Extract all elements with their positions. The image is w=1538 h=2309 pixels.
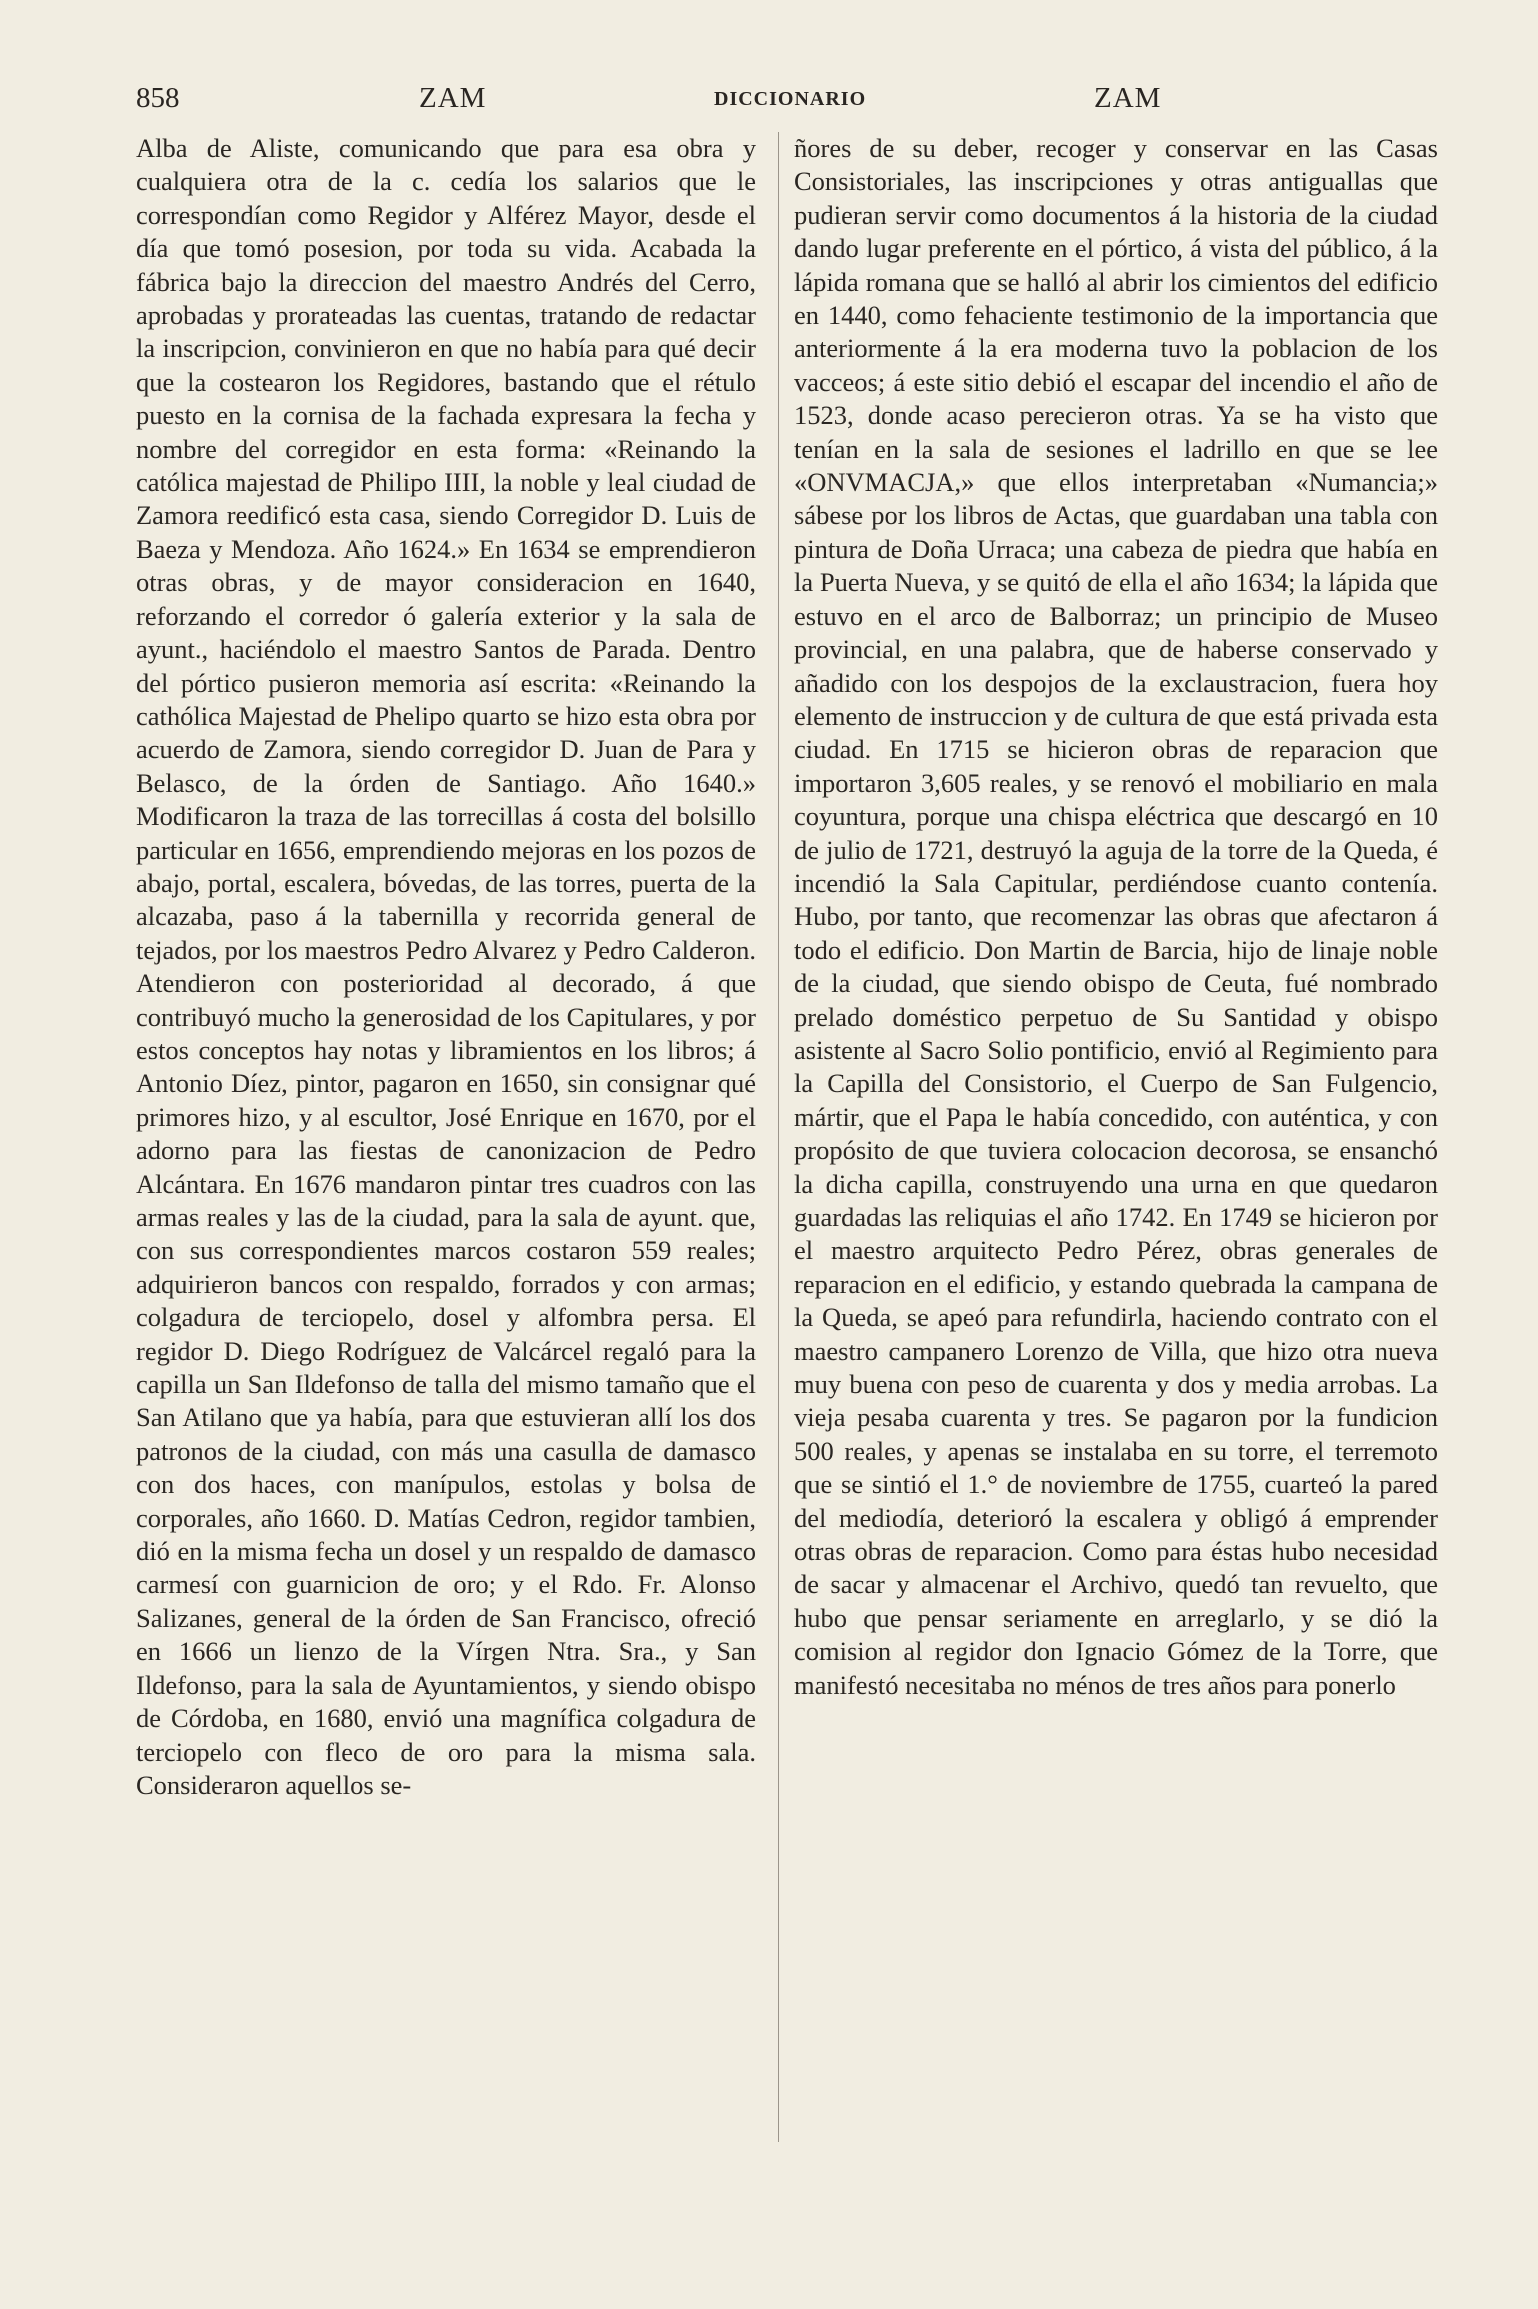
page-number: 858 <box>136 82 180 114</box>
running-header <box>136 82 1168 122</box>
running-title: DICCIONARIO <box>714 88 867 110</box>
right-column-text: ñores de su deber, recoger y conservar en las Casas Consistoriales, las inscripciones y otras antiguallas que pudieran servir como documentos á la historia de la ciudad dando lugar preferente en el pórtico, á vista del público, á la lápida romana que se halló al abrir los cimientos del edificio en 1440, como fehaciente testimonio de la importancia que anteriormente á la era moderna tuvo la poblacion de los vacceos; á este sitio debió el escapar del incendio el año de 1523, donde acaso perecieron otras. Ya se ha visto que tenían en la sala de sesiones el ladrillo en que se lee «ONVMACJA,» que ellos interpretaban «Numancia;» sábese por los libros de Actas, que guardaban una tabla con pintura de Doña Urraca; una cabeza de piedra que había en la Puerta Nueva, y se quitó de ella el año 1634; la lápida que estuvo en el arco de Balborraz; un principio de Museo provincial, en una palabra, que de haberse conservado y añadido con los despojos de la exclaustracion, fuera hoy elemento de instruccion y de cultura de que está privada esta ciudad. En 1715 se hicieron obras de reparacion que importaron 3,605 reales, y se renovó el mobiliario en mala coyuntura, porque una chispa eléctrica que descargó en 10 de julio de 1721, destruyó la aguja de la torre de la Queda, é incendió la Sala Capitular, perdiéndose cuanto contenía. Hubo, por tanto, que recomenzar las obras que afectaron á todo el edificio. Don Martin de Barcia, hijo de linaje noble de la ciudad, que siendo obispo de Ceuta, fué nombrado prelado doméstico perpetuo de Su Santidad y obispo asistente al Sacro Solio pontificio, envió al Regimiento para la Capilla del Consistorio, el Cuerpo de San Fulgencio, mártir, que el Papa le había concedido, con auténtica, y con propósito de que tuviera colocacion decorosa, se ensanchó la dicha capilla, construyendo una urna en que quedaron guardadas las reliquias el año 1742. En 1749 se hicieron por el maestro arquitecto Pedro Pérez, obras generales de reparacion en el edificio, y estando quebrada la campana de la Queda, se apeó para refundirla, haciendo contrato con el maestro campanero Lorenzo de Villa, que hizo otra nueva muy buena con peso de cuarenta y dos y media arrobas. La vieja pesaba cuarenta y tres. Se pagaron por la fundicion 500 reales, y apenas se instalaba en su torre, el terremoto que se sintió el 1.° de noviembre de 1755, cuarteó la pared del mediodía, deterioró la escalera y obligó á emprender otras obras de reparacion. Como para éstas hubo necesidad de sacar y almacenar el Archivo, quedó tan revuelto, que hubo que pensar seriamente en arreglarlo, y se dió la comision al regidor don Ignacio Gómez de la Torre, que manifestó necesitaba no ménos de tres años para ponerlo <box>794 133 1438 1700</box>
right-column <box>794 132 1438 1702</box>
right-headword: ZAM <box>1094 82 1162 114</box>
column-divider <box>778 132 779 2142</box>
left-column <box>136 132 756 1802</box>
left-column-text: Alba de Aliste, comunicando que para esa obra y cualquiera otra de la c. cedía los salarios que le correspondían como Regidor y Alférez Mayor, desde el día que tomó posesion, por toda su vida. Acabada la fábrica bajo la direccion del maestro Andrés del Cerro, aprobadas y prorateadas las cuentas, tratando de redactar la inscripcion, convinieron en que no había para qué decir que la costearon los Regidores, bastando que el rétulo puesto en la cornisa de la fachada expresara la fecha y nombre del corregidor en esta forma: «Reinando la católica majestad de Philipo IIII, la noble y leal ciudad de Zamora reedificó esta casa, siendo Corregidor D. Luis de Baeza y Mendoza. Año 1624.» En 1634 se emprendieron otras obras, y de mayor consideracion en 1640, reforzando el corredor ó galería exterior y la sala de ayunt., haciéndolo el maestro Santos de Parada. Dentro del pórtico pusieron memoria así escrita: «Reinando la cathólica Majestad de Phelipo quarto se hizo esta obra por acuerdo de Zamora, siendo corregidor D. Juan de Para y Belasco, de la órden de Santiago. Año 1640.» Modificaron la traza de las torrecillas á costa del bolsillo particular en 1656, emprendiendo mejoras en los pozos de abajo, portal, escalera, bóvedas, de las torres, puerta de la alcazaba, paso á la tabernilla y recorrida general de tejados, por los maestros Pedro Alvarez y Pedro Calderon. Atendieron con posterioridad al decorado, á que contribuyó mucho la generosidad de los Capitulares, y por estos conceptos hay notas y libramientos en los libros; á Antonio Díez, pintor, pagaron en 1650, sin consignar qué primores hizo, y al escultor, José Enrique en 1670, por el adorno para las fiestas de canonizacion de Pedro Alcántara. En 1676 mandaron pintar tres cuadros con las armas reales y las de la ciudad, para la sala de ayunt. que, con sus correspondientes marcos costaron 559 reales; adquirieron bancos con respaldo, forrados y con armas; colgadura de terciopelo, dosel y alfombra persa. El regidor D. Diego Rodríguez de Valcárcel regaló para la capilla un San Ildefonso de talla del mismo tamaño que el San Atilano que ya había, para que estuvieran allí los dos patronos de la ciudad, con más una casulla de damasco con dos haces, con manípulos, estolas y bolsa de corporales, año 1660. D. Matías Cedron, regidor tambien, dió en la misma fecha un dosel y un respaldo de damasco carmesí con guarnicion de oro; y el Rdo. Fr. Alonso Salizanes, general de la órden de San Francisco, ofreció en 1666 un lienzo de la Vírgen Ntra. Sra., y San Ildefonso, para la sala de Ayuntamientos, y siendo obispo de Córdoba, en 1680, envió una magnífica colgadura de terciopelo con fleco de oro para la misma sala. Consideraron aquellos se- <box>136 133 756 1800</box>
left-headword: ZAM <box>419 82 487 114</box>
